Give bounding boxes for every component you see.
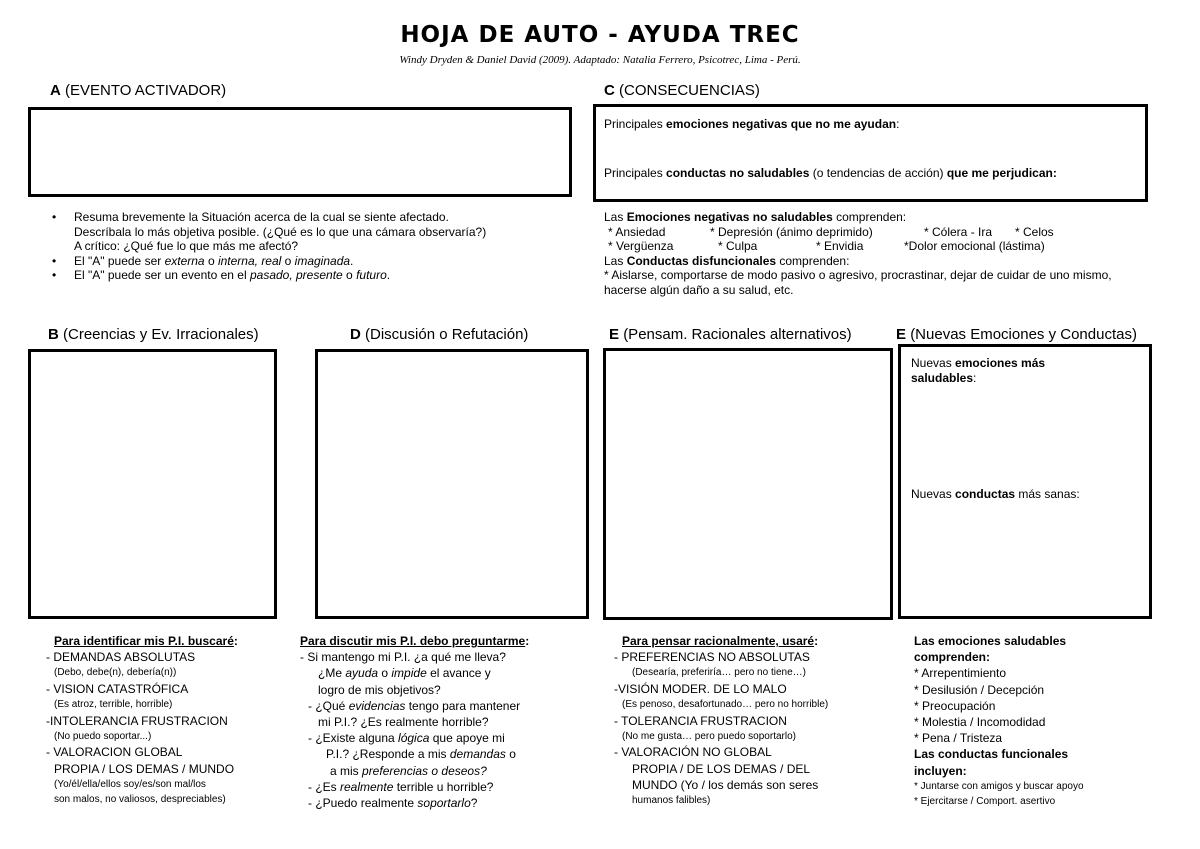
section-c-info-behaviors-heading (604, 254, 1154, 269)
text-line: lógica (398, 731, 430, 746)
section-b-letter: B (48, 326, 59, 343)
text-line: (o tendencias de acción) (809, 166, 947, 180)
text-line: - TOLERANCIA FRUSTRACION (614, 713, 787, 728)
text-line: o (342, 268, 357, 283)
section-a-bullet-1 (74, 210, 608, 254)
section-a-input-box[interactable] (28, 107, 572, 197)
text-line: Principales (604, 166, 667, 180)
text-line: soportarlo (417, 796, 471, 811)
section-b-guide-heading (46, 633, 296, 649)
text-line: * Juntarse con amigos y buscar apoyo (914, 780, 1084, 792)
section-a-bullet-2 (74, 254, 608, 269)
text-line: comprenden: (832, 210, 907, 224)
text-line: (Debo, debe(n), debería(n)) (54, 667, 177, 679)
text-line: - ¿Puedo realmente (308, 796, 418, 811)
text-line: . (386, 268, 391, 283)
text-line: logro de mis objetivos? (318, 682, 441, 697)
section-e-label: (Pensam. Racionales alternativos) (623, 326, 852, 343)
text-line: * Molestia / Incomodidad (914, 715, 1046, 730)
text-line: P.I.? ¿Responde a mis (326, 747, 450, 762)
section-e2-heading (896, 326, 1137, 343)
text-line: * Cólera - Ira (924, 224, 993, 239)
section-a-instructions (48, 210, 608, 283)
section-c-behaviors-prompt (604, 166, 1094, 181)
section-d-heading (350, 326, 528, 343)
text-line: * Celos (1015, 224, 1054, 239)
text-line: - ¿Qué (308, 698, 349, 713)
text-line: Nuevas (911, 487, 956, 501)
text-line: conductas no saludables (666, 166, 810, 180)
text-line: * Vergüenza (608, 239, 674, 254)
text-line: - PREFERENCIAS NO ABSOLUTAS (614, 650, 810, 665)
text-line: Conductas disfuncionales (626, 253, 777, 268)
text-line: más sanas: (1015, 487, 1080, 501)
section-c-heading (604, 82, 760, 99)
text-line: * Culpa (718, 239, 758, 254)
text-line: Para pensar racionalmente, usaré (622, 634, 815, 648)
text-line: (No puedo soportar...) (54, 730, 152, 742)
text-line: emociones negativas que no me ayudan (666, 117, 897, 131)
section-a-heading (50, 82, 226, 99)
text-line: : (896, 117, 900, 131)
section-e-letter: E (609, 326, 620, 343)
text-line: ¿Me (318, 666, 346, 681)
section-c-emotions-row-2 (604, 239, 1154, 254)
text-line: son malos, no valiosos, despreciables) (54, 794, 226, 806)
text-line: : (814, 634, 819, 648)
text-line: externa (164, 253, 205, 268)
text-line: (Desearía, preferiría… pero no tiene…) (632, 667, 806, 679)
section-c-info-emotions-heading (604, 210, 1154, 225)
text-line: - VALORACION GLOBAL (46, 745, 183, 760)
text-line: ayuda (345, 666, 379, 681)
section-c-letter: C (604, 82, 615, 99)
text-line: realmente (340, 779, 394, 794)
text-line: (Es penoso, desafortunado… pero no horrible) (622, 699, 829, 711)
page-subtitle: Windy Dryden & Daniel David (2009). Adaptado: Natalia Ferrero, Psicotrec, Lima - Perú. (399, 54, 801, 66)
text-line: El "A" puede ser un evento en el (74, 268, 250, 283)
text-line: Emociones negativas no saludables (626, 210, 833, 224)
text-line: o (378, 666, 392, 681)
text-line: - DEMANDAS ABSOLUTAS (46, 650, 196, 665)
text-line: Principales (604, 117, 667, 131)
section-e2-behaviors-prompt (911, 487, 1141, 502)
section-b-heading (48, 326, 259, 343)
text-line: - VALORACIÓN NO GLOBAL (614, 745, 772, 760)
text-line: : (233, 634, 238, 648)
text-line: Nuevas (911, 356, 956, 370)
text-line: *Dolor emocional (lástima) (904, 239, 1045, 254)
text-line: PROPIA / DE LOS DEMAS / DEL (632, 761, 811, 776)
text-line: a mis (330, 763, 363, 778)
text-line: o (204, 253, 218, 268)
text-line: conductas (955, 487, 1016, 501)
text-line: MUNDO (Yo / los demás son seres (632, 777, 819, 792)
section-e-guide (614, 633, 904, 808)
section-c-info (604, 210, 1154, 298)
text-line: Para identificar mis P.I. buscaré (54, 634, 234, 648)
section-c-emotions-row-1 (604, 225, 1154, 240)
text-line: El "A" puede ser (74, 253, 165, 268)
section-c-emotions-prompt (604, 117, 1134, 132)
text-line: • Resuma brevemente la Situación acerca de la cual se siente afectado. (74, 210, 449, 224)
section-d-label: (Discusión o Refutación) (365, 326, 529, 343)
text-line: . (350, 253, 354, 268)
section-e2-letter: E (896, 326, 907, 343)
section-e2-emotions-prompt (911, 356, 1091, 385)
text-line: (No me gusta… pero puedo soportarlo) (622, 730, 796, 742)
text-line: (Yo/él/ella/ellos soy/es/son mal/los (54, 778, 206, 790)
section-b-input-box[interactable] (28, 349, 277, 619)
text-line: el avance y (426, 666, 491, 681)
section-d-guide-heading (300, 633, 600, 649)
section-e2-behaviors-heading: Las conductas funcionales incluyen: (914, 747, 1069, 778)
text-line: * Envidia (816, 239, 864, 254)
section-d-guide (300, 633, 600, 811)
text-line: -VISIÓN MODER. DE LO MALO (614, 681, 787, 696)
text-line: : (973, 370, 977, 385)
text-line: evidencias (348, 698, 406, 713)
text-line: Las (604, 210, 627, 224)
section-e2-label: (Nuevas Emociones y Conductas) (910, 326, 1137, 343)
text-line: mi P.I.? ¿Es realmente horrible? (318, 715, 489, 730)
text-line: Las (604, 253, 627, 268)
section-b-guide (46, 633, 296, 808)
text-line: (Es atroz, terrible, horrible) (54, 699, 173, 711)
text-line: ? (470, 796, 478, 811)
text-line: * Arrepentimiento (914, 666, 1007, 681)
section-d-letter: D (350, 326, 361, 343)
section-e-input-box[interactable] (603, 348, 893, 620)
section-b-label: (Creencias y Ev. Irracionales) (63, 326, 259, 343)
text-line: - ¿Es (308, 779, 340, 794)
text-line: imaginada (294, 253, 351, 268)
text-line: : (525, 634, 530, 648)
text-line: preferencias o deseos? (362, 763, 487, 778)
text-line: demandas (449, 747, 506, 762)
text-line: * Ansiedad (608, 224, 666, 239)
section-a-letter: A (50, 82, 61, 99)
text-line: - VISION CATASTRÓFICA (46, 681, 189, 696)
section-a-label: (EVENTO ACTIVADOR) (65, 82, 227, 99)
text-line: interna, real (217, 253, 282, 268)
section-e-guide-heading (614, 633, 904, 649)
section-e2-emotions-heading: Las emociones saludables comprenden: (914, 634, 1067, 665)
text-line: humanos falibles) (632, 794, 711, 806)
text-line: futuro (356, 268, 387, 283)
text-line: o (281, 253, 295, 268)
text-line: que apoye mi (429, 731, 505, 746)
text-line: Para discutir mis P.I. debo preguntarme (300, 634, 526, 648)
text-line: - ¿Existe alguna (308, 731, 399, 746)
text-line: - Si mantengo mi P.I. ¿a qué me lleva? (300, 650, 506, 665)
section-d-input-box[interactable] (315, 349, 589, 619)
section-a-bullet-3 (74, 268, 608, 283)
text-line: terrible u horrible? (393, 779, 494, 794)
section-c-info-behaviors: * Aislarse, comportarse de modo pasivo o agresivo, procrastinar, dejar de cuidar de uno mismo, hacerse algún daño a su salud, etc. (604, 268, 1112, 297)
text-line: * Ejercitarse / Comport. asertivo (914, 796, 1056, 808)
text-line: A crítico: ¿Qué fue lo que más me afectó? (74, 239, 299, 254)
text-line: * Depresión (ánimo deprimido) (710, 224, 873, 239)
text-line: * Pena / Tristeza (914, 731, 1003, 746)
section-e2-input-box[interactable] (898, 344, 1152, 619)
text-line: tengo para mantener (405, 698, 521, 713)
text-line: -INTOLERANCIA FRUSTRACION (46, 713, 228, 728)
text-line: pasado, presente (249, 268, 343, 283)
section-c-input-box[interactable] (593, 104, 1148, 202)
section-e2-guide (914, 633, 1154, 810)
page-title: HOJA DE AUTO - AYUDA TREC (400, 22, 800, 48)
text-line: Descríbala lo más objetiva posible. (¿Qué es lo que una cámara observaría?) (74, 224, 487, 239)
text-line: o (505, 747, 516, 762)
text-line: emociones más saludables (911, 356, 1046, 385)
section-c-label: (CONSECUENCIAS) (619, 82, 760, 99)
text-line: que me perjudican: (946, 166, 1057, 180)
section-e-heading (609, 326, 852, 343)
text-line: PROPIA / LOS DEMAS / MUNDO (54, 761, 235, 776)
text-line: * Preocupación (914, 698, 996, 713)
text-line: comprenden: (776, 253, 850, 268)
text-line: impide (391, 666, 427, 681)
text-line: * Desilusión / Decepción (914, 682, 1045, 697)
